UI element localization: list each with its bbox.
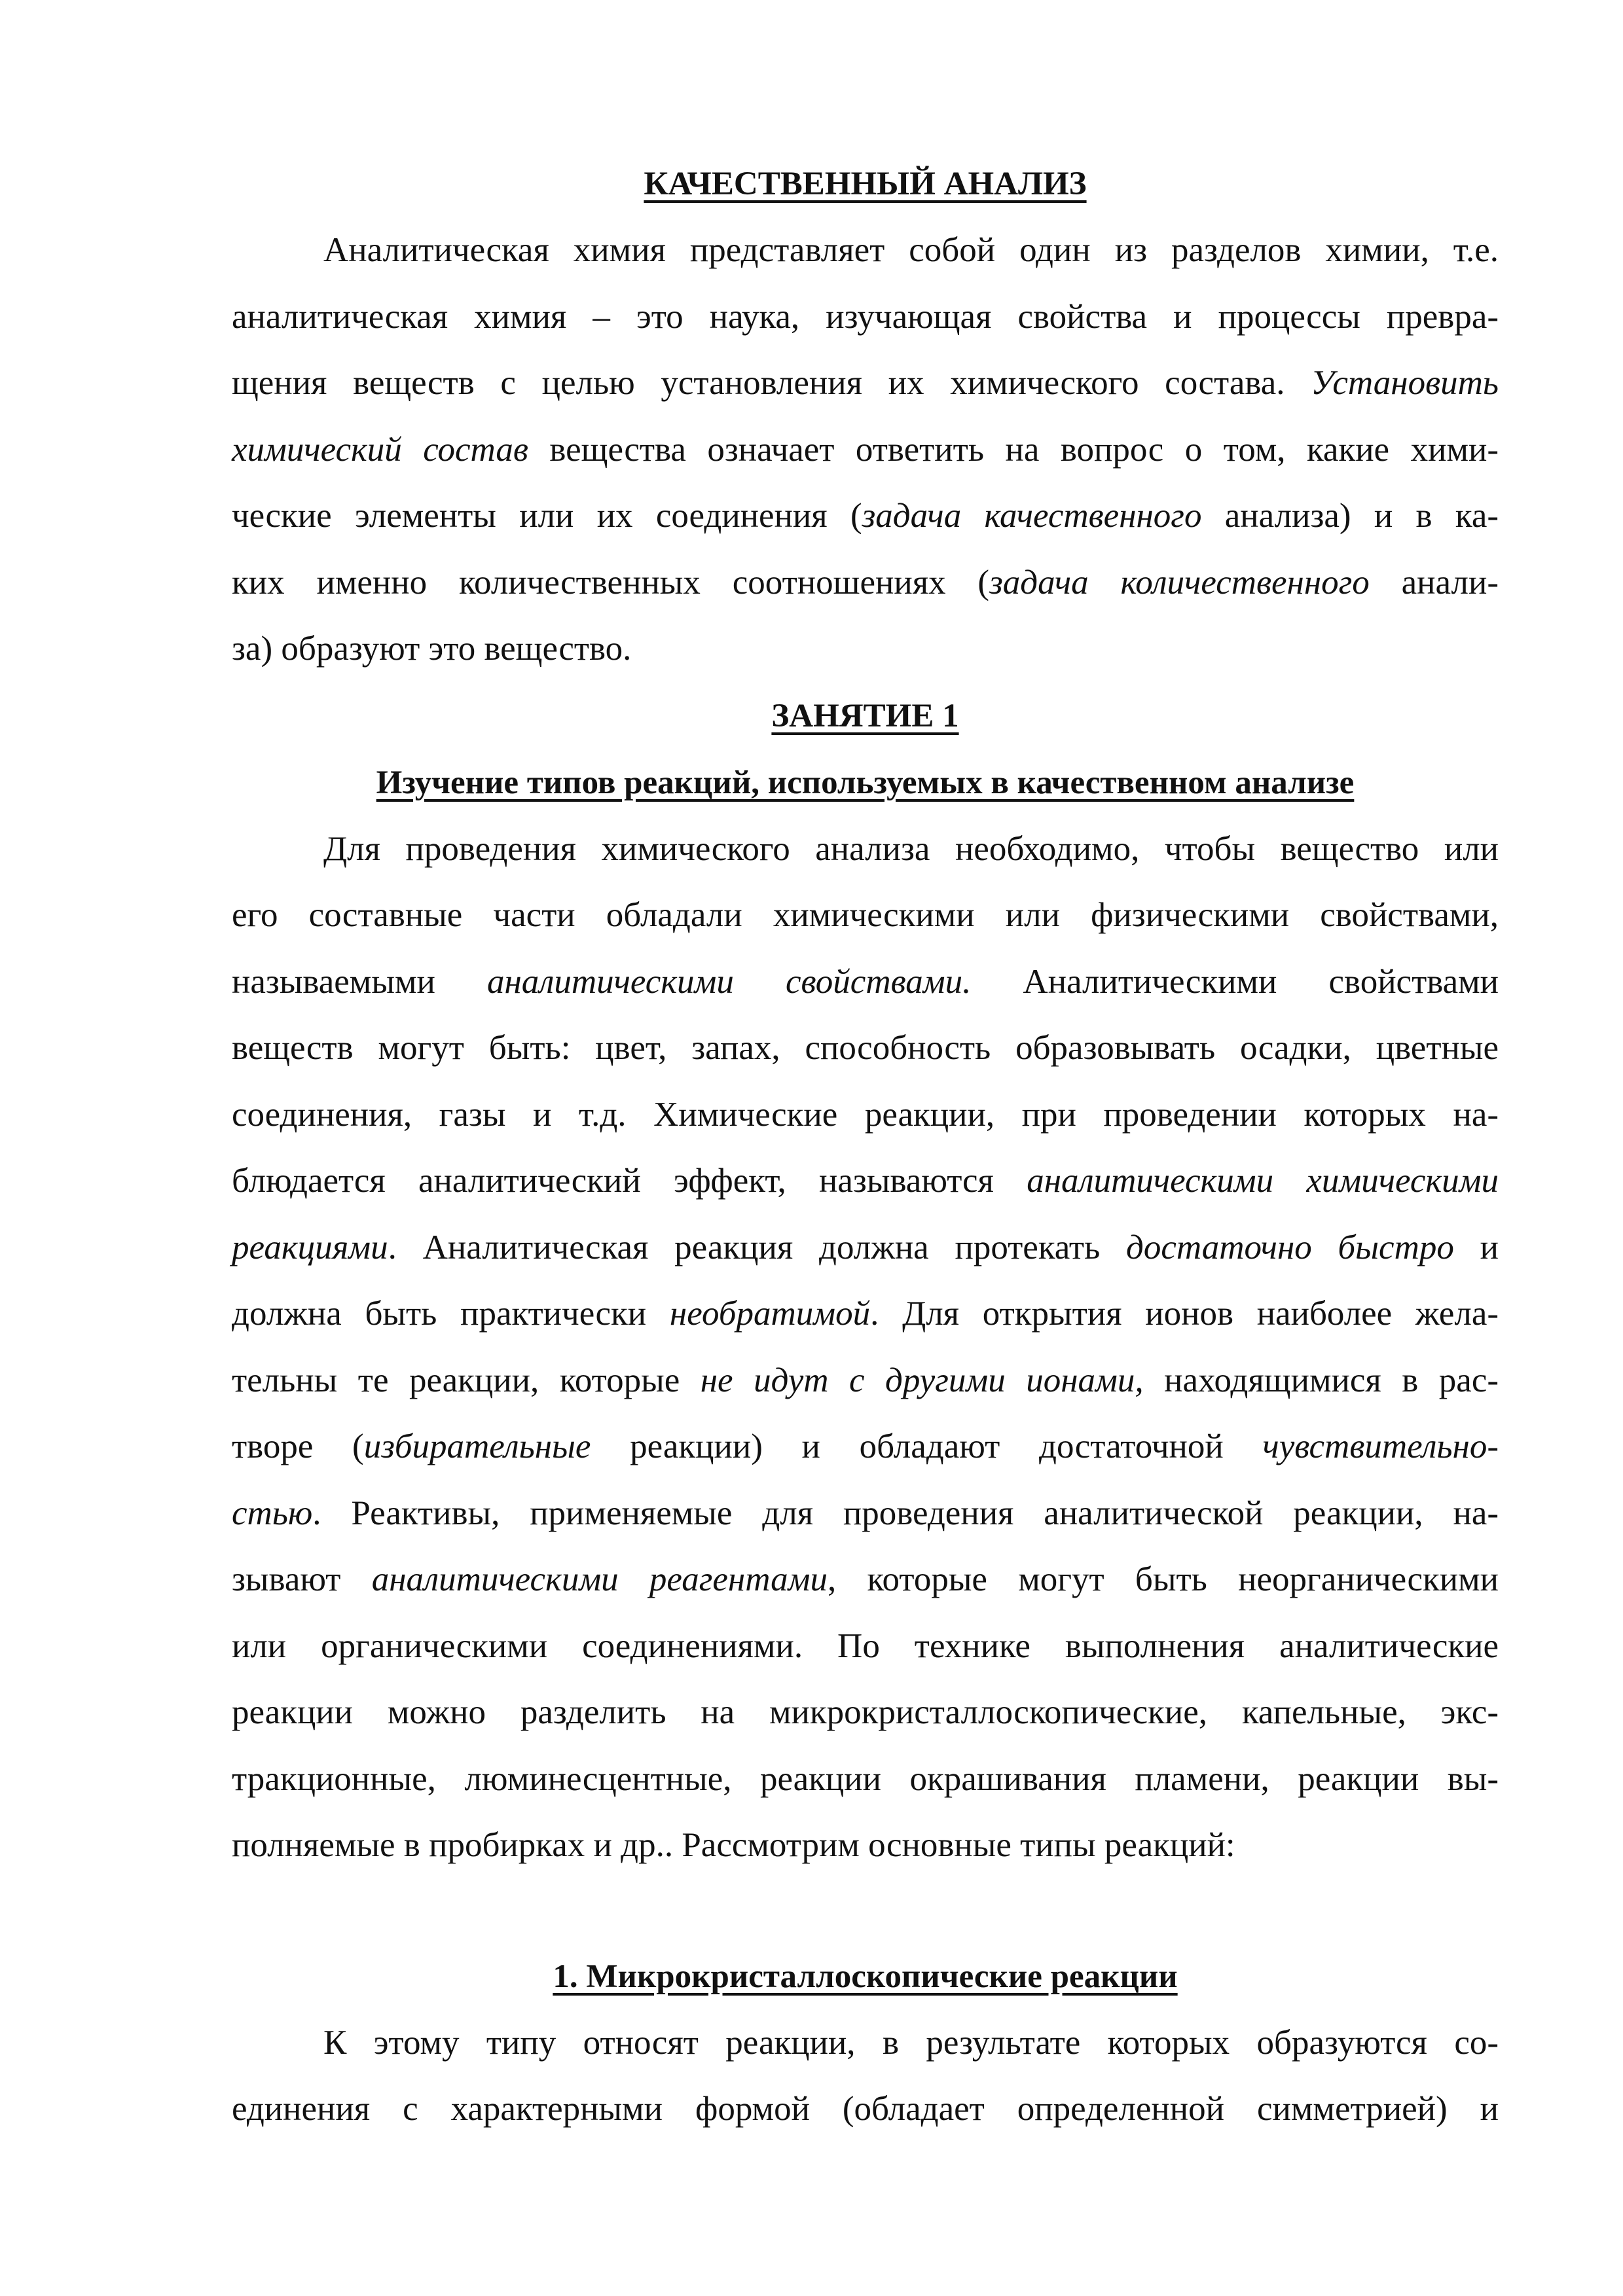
text-line: блюдается аналитический эффект, называются аналитическими химическими — [232, 1162, 1499, 1200]
text-line: творе (избирательные реакции) и обладают достаточной чувствительно- — [232, 1427, 1499, 1465]
text-line: Для проведения химического анализа необходимо, чтобы вещество или — [323, 829, 1499, 868]
body-paragraph — [232, 816, 1499, 1879]
section-1-title: 1. Микрокристаллоскопические реакции — [553, 1958, 1178, 1995]
document-title: КАЧЕСТВЕННЫЙ АНАЛИЗ — [644, 166, 1087, 202]
section-spacer — [232, 1879, 1499, 1943]
text-line: или органическими соединениями. По технике выполнения аналитические — [232, 1626, 1499, 1665]
text-line: ческие элементы или их соединения (задача качественного анализа) и в ка- — [232, 497, 1499, 535]
text-line: тракционные, люминесцентные, реакции окрашивания пламени, реакции вы- — [232, 1759, 1499, 1798]
document-page — [232, 151, 1499, 2143]
intro-paragraph — [232, 217, 1499, 683]
text-line: соединения, газы и т.д. Химические реакции, при проведении которых на- — [232, 1095, 1499, 1134]
text-line: единения с характерными формой (обладает определенной симметрией) и — [232, 2090, 1499, 2128]
text-line: называемыми аналитическими свойствами. Аналитическими свойствами — [232, 962, 1499, 1001]
text-line: реакции можно разделить на микрокристаллоскопические, капельные, экс- — [232, 1693, 1499, 1731]
text-line: Аналитическая химия представляет собой один из разделов химии, т.е. — [323, 231, 1499, 269]
section-1-paragraph — [232, 2010, 1499, 2143]
text-line: щения веществ с целью установления их химического состава. Установить — [232, 364, 1499, 402]
text-line: должна быть практически необратимой. Для открытия ионов наиболее жела- — [232, 1295, 1499, 1333]
text-line: реакциями. Аналитическая реакция должна протекать достаточно быстро и — [232, 1228, 1499, 1266]
text-line: его составные части обладали химическими или физическими свойствами, — [232, 896, 1499, 934]
text-line: аналитическая химия – это наука, изучающая свойства и процессы превра- — [232, 297, 1499, 336]
text-line: веществ могут быть: цвет, запах, способность образовывать осадки, цветные — [232, 1029, 1499, 1067]
text-line: К этому типу относят реакции, в результате которых образуются со- — [323, 2023, 1499, 2062]
text-line: стью. Реактивы, применяемые для проведения аналитической реакции, на- — [232, 1494, 1499, 1532]
text-line: зывают аналитическими реагентами, которые могут быть неорганическими — [232, 1560, 1499, 1598]
text-line: химический состав вещества означает ответить на вопрос о том, какие хими- — [232, 430, 1499, 469]
lesson-title: ЗАНЯТИЕ 1 — [771, 697, 959, 734]
text-line: ких именно количественных соотношениях (задача количественного анали- — [232, 563, 1499, 601]
text-line: за) образуют это вещество. — [232, 630, 632, 668]
text-line: полняемые в пробирках и др.. Рассмотрим основные типы реакций: — [232, 1826, 1235, 1864]
lesson-subtitle: Изучение типов реакций, используемых в качественном анализе — [376, 764, 1355, 801]
text-line: тельны те реакции, которые не идут с другими ионами, находящимися в рас- — [232, 1361, 1499, 1399]
